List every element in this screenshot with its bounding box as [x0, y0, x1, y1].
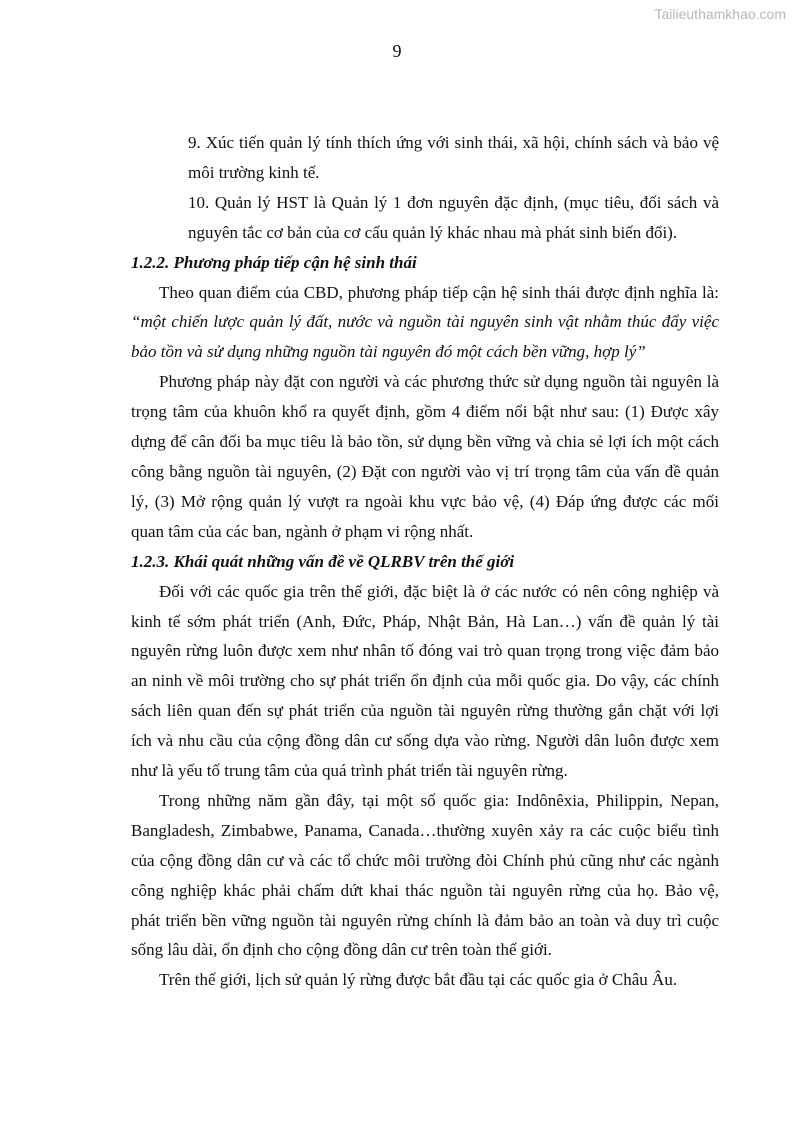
- document-body: [131, 128, 719, 995]
- list-item-text: 10. Quản lý HST là Quản lý 1 đơn nguyên đặc định, (mục tiêu, đối sách và nguyên tắc cơ bản của cơ cấu quản lý khác nhau mà phát sinh biến đổi).: [188, 192, 719, 242]
- definition-quote: “một chiến lược quản lý đất, nước và nguồn tài nguyên sinh vật nhằm thúc đẩy việc bảo tồn và sử dụng những nguồn tài nguyên đó một cách bền vững, hợp lý”: [131, 312, 719, 362]
- section-heading-1-2-2: 1.2.2. Phương pháp tiếp cận hệ sinh thái: [131, 252, 417, 272]
- paragraph-protests: Trong những năm gần đây, tại một số quốc gia: Indônêxia, Philippin, Nepan, Bangladesh, Zimbabwe, Panama, Canada…thường xuyên xảy ra các cuộc biểu tình của cộng đồng dân cư và các tổ chức môi trường đòi Chính phủ cũng như các ngành công nghiệp khác phải chấm dứt khai thác nguồn tài nguyên rừng của họ. Bảo vệ, phát triển bền vững nguồn tài nguyên rừng chính là đảm bảo an toàn và duy trì cuộc sống lâu dài, ổn định cho cộng đồng dân cư trên toàn thế giới.: [131, 790, 719, 960]
- paragraph-lead: Theo quan điểm của CBD, phương pháp tiếp cận hệ sinh thái được định nghĩa là:: [159, 282, 719, 302]
- list-item-text: 9. Xúc tiến quản lý tính thích ứng với sinh thái, xã hội, chính sách và bảo vệ môi trường kinh tế.: [188, 133, 719, 182]
- paragraph-cbd-definition: [131, 278, 719, 368]
- section-heading-1-2-3: 1.2.3. Khái quát những vấn đề về QLRBV trên thế giới: [131, 551, 515, 571]
- paragraph-approach-points: Phương pháp này đặt con người và các phương thức sử dụng nguồn tài nguyên là trọng tâm của khuôn khổ ra quyết định, gồm 4 điểm nổi bật như sau: (1) Được xây dựng để cân đối ba mục tiêu là bảo tồn, sử dụng bền vững và chia sẻ lợi ích một cách công bằng nguồn tài nguyên, (2) Đặt con người vào vị trí trọng tâm của vấn đề quản lý, (3) Mở rộng quản lý vượt ra ngoài khu vực bảo vệ, (4) Đáp ứng được các mối quan tâm của các ban, ngành ở phạm vi rộng nhất.: [131, 372, 719, 541]
- paragraph-developed-countries: Đối với các quốc gia trên thế giới, đặc biệt là ở các nước có nên công nghiệp và kinh tế sớm phát triển (Anh, Đức, Pháp, Nhật Bản, Hà Lan…) vấn đề quản lý tài nguyên rừng luôn được xem như nhân tố đóng vai trò quan trọng trong việc đảm bảo an ninh về môi trường cho sự phát triển ổn định của mỗi quốc gia. Do vậy, các chính sách liên quan đến sự phát triển của nguồn tài nguyên rừng thường gắn chặt với lợi ích và nhu cầu của cộng đồng dân cư sống dựa vào rừng. Người dân luôn được xem như là yếu tố trung tâm của quá trình phát triển tài nguyên rừng.: [131, 581, 719, 781]
- list-item-9: [131, 128, 719, 188]
- list-item-10: [131, 188, 719, 248]
- paragraph-history: Trên thế giới, lịch sử quản lý rừng được bắt đầu tại các quốc gia ở Châu Âu.: [159, 970, 678, 990]
- watermark: Tailieuthamkhao.com: [654, 6, 786, 22]
- page-number: 9: [392, 41, 402, 61]
